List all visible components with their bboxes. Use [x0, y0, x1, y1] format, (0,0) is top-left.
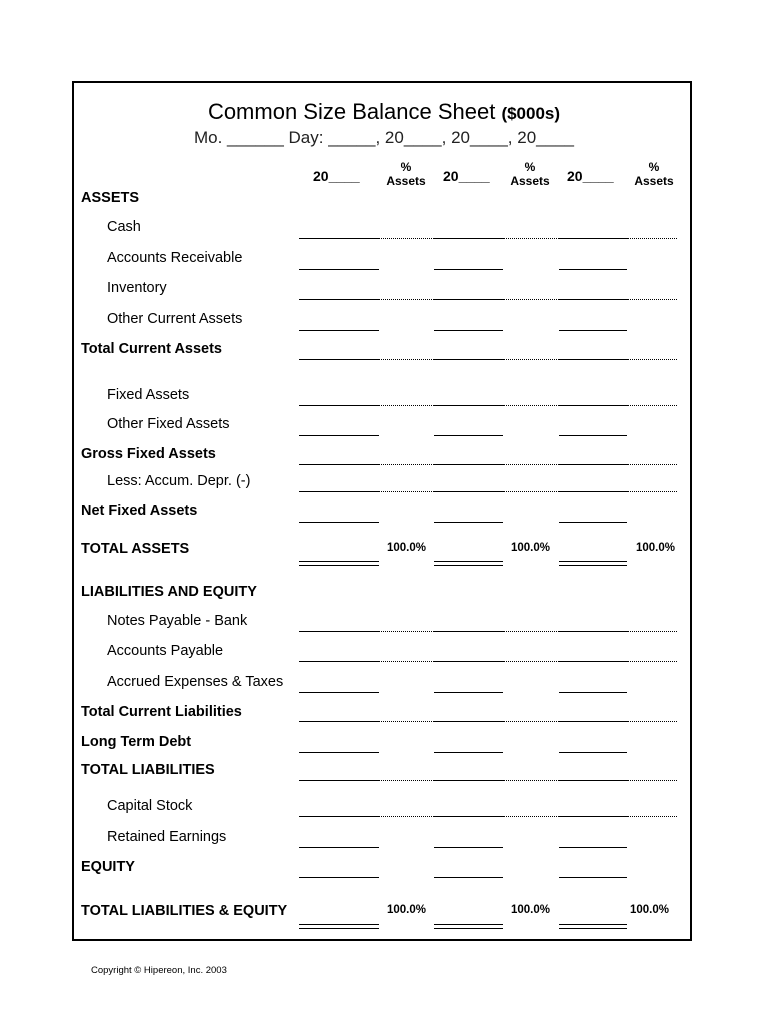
section-assets: ASSETS — [81, 190, 140, 206]
entry-line — [559, 816, 627, 817]
dotted-leader — [503, 491, 559, 492]
entry-line — [434, 464, 503, 465]
dotted-leader — [627, 631, 677, 632]
dotted-leader — [627, 238, 677, 239]
entry-line — [434, 752, 503, 753]
entry-line — [434, 522, 503, 523]
dotted-leader — [503, 721, 559, 722]
entry-line — [299, 269, 379, 270]
entry-line — [559, 299, 627, 300]
dotted-leader — [627, 721, 677, 722]
entry-line — [299, 721, 379, 722]
entry-line — [299, 330, 379, 331]
row-label-fixed-assets: Fixed Assets — [107, 387, 190, 403]
entry-line — [559, 847, 627, 848]
double-total-line — [299, 561, 379, 566]
entry-line — [559, 464, 627, 465]
row-label-accounts-payable: Accounts Payable — [107, 643, 224, 659]
entry-line — [434, 238, 503, 239]
row-label-total-assets: TOTAL ASSETS — [81, 541, 190, 557]
row-label-accounts-receivable: Accounts Receivable — [107, 250, 243, 266]
dotted-leader — [379, 405, 434, 406]
dotted-leader — [627, 405, 677, 406]
entry-line — [299, 238, 379, 239]
row-label-net-fixed-assets: Net Fixed Assets — [81, 503, 198, 519]
row-label-inventory: Inventory — [107, 280, 167, 296]
entry-line — [434, 330, 503, 331]
pct-total-liab-equity-1: 100.0% — [387, 904, 427, 916]
entry-line — [299, 816, 379, 817]
entry-line — [434, 816, 503, 817]
dotted-leader — [503, 238, 559, 239]
pct-label: Assets — [386, 174, 426, 188]
entry-line — [559, 405, 627, 406]
entry-line — [559, 330, 627, 331]
entry-line — [434, 405, 503, 406]
entry-line — [434, 692, 503, 693]
dotted-leader — [379, 780, 434, 781]
title-text: Common Size Balance Sheet — [207, 99, 496, 124]
pct-symbol: % — [648, 160, 660, 174]
row-label-long-term-debt: Long Term Debt — [81, 734, 192, 750]
row-label-notes-payable: Notes Payable - Bank — [107, 613, 248, 629]
pct-total-assets-3: 100.0% — [636, 542, 676, 554]
dotted-leader — [503, 661, 559, 662]
entry-line — [299, 692, 379, 693]
entry-line — [434, 435, 503, 436]
pct-total-liab-equity-3: 100.0% — [630, 904, 670, 916]
dotted-leader — [379, 359, 434, 360]
date-line: Mo. ______ Day: _____, 20____, 20____, 20____ — [194, 128, 574, 147]
entry-line — [559, 522, 627, 523]
row-label-total-liabilities-equity: TOTAL LIABILITIES & EQUITY — [81, 903, 288, 919]
row-label-other-fixed-assets: Other Fixed Assets — [107, 416, 230, 432]
entry-line — [559, 491, 627, 492]
entry-line — [299, 877, 379, 878]
column-pct-1 — [384, 160, 428, 188]
row-label-cash: Cash — [107, 219, 141, 235]
dotted-leader — [379, 464, 434, 465]
section-liabilities-equity: LIABILITIES AND EQUITY — [81, 584, 257, 600]
dotted-leader — [379, 721, 434, 722]
entry-line — [559, 238, 627, 239]
entry-line — [299, 661, 379, 662]
entry-line — [434, 661, 503, 662]
row-label-total-current-liabilities: Total Current Liabilities — [81, 704, 242, 720]
entry-line — [299, 631, 379, 632]
entry-line — [434, 631, 503, 632]
row-label-retained-earnings: Retained Earnings — [107, 829, 227, 845]
entry-line — [559, 269, 627, 270]
row-label-equity: EQUITY — [81, 859, 135, 875]
page-title — [0, 99, 768, 125]
dotted-leader — [503, 816, 559, 817]
dotted-leader — [503, 405, 559, 406]
entry-line — [434, 269, 503, 270]
dotted-leader — [627, 464, 677, 465]
dotted-leader — [627, 816, 677, 817]
dotted-leader — [379, 631, 434, 632]
row-label-accum-depr: Less: Accum. Depr. (-) — [107, 473, 251, 489]
entry-line — [299, 405, 379, 406]
dotted-leader — [379, 816, 434, 817]
pct-total-liab-equity-2: 100.0% — [511, 904, 551, 916]
entry-line — [299, 464, 379, 465]
entry-line — [559, 752, 627, 753]
dotted-leader — [379, 661, 434, 662]
dotted-leader — [627, 661, 677, 662]
pct-symbol: % — [524, 160, 536, 174]
entry-line — [559, 877, 627, 878]
entry-line — [299, 522, 379, 523]
double-total-line — [559, 561, 627, 566]
double-total-line — [434, 561, 503, 566]
entry-line — [559, 435, 627, 436]
entry-line — [434, 847, 503, 848]
dotted-leader — [627, 359, 677, 360]
pct-symbol: % — [400, 160, 412, 174]
row-label-accrued-expenses: Accrued Expenses & Taxes — [107, 674, 284, 690]
entry-line — [299, 435, 379, 436]
dotted-leader — [503, 299, 559, 300]
entry-line — [299, 847, 379, 848]
entry-line — [299, 491, 379, 492]
pct-label: Assets — [510, 174, 550, 188]
entry-line — [299, 299, 379, 300]
dotted-leader — [379, 299, 434, 300]
column-year-2: 20____ — [443, 168, 490, 184]
row-label-gross-fixed-assets: Gross Fixed Assets — [81, 446, 216, 462]
entry-line — [434, 721, 503, 722]
entry-line — [299, 752, 379, 753]
row-label-capital-stock: Capital Stock — [107, 798, 193, 814]
entry-line — [559, 692, 627, 693]
entry-line — [434, 877, 503, 878]
entry-line — [559, 661, 627, 662]
column-pct-3 — [632, 160, 676, 188]
column-year-1: 20____ — [313, 168, 360, 184]
title-unit: ($000s) — [501, 104, 561, 123]
dotted-leader — [503, 464, 559, 465]
dotted-leader — [627, 780, 677, 781]
row-label-total-liabilities: TOTAL LIABILITIES — [81, 762, 215, 778]
double-total-line — [299, 924, 379, 929]
entry-line — [434, 299, 503, 300]
entry-line — [559, 780, 627, 781]
dotted-leader — [503, 631, 559, 632]
dotted-leader — [503, 780, 559, 781]
dotted-leader — [379, 491, 434, 492]
entry-line — [299, 359, 379, 360]
entry-line — [434, 359, 503, 360]
entry-line — [559, 359, 627, 360]
pct-label: Assets — [634, 174, 674, 188]
column-year-3: 20____ — [567, 168, 614, 184]
entry-line — [299, 780, 379, 781]
column-pct-2 — [508, 160, 552, 188]
double-total-line — [559, 924, 627, 929]
entry-line — [559, 721, 627, 722]
dotted-leader — [627, 299, 677, 300]
dotted-leader — [627, 491, 677, 492]
pct-total-assets-2: 100.0% — [511, 542, 551, 554]
entry-line — [434, 780, 503, 781]
row-label-other-current-assets: Other Current Assets — [107, 311, 243, 327]
dotted-leader — [379, 238, 434, 239]
pct-total-assets-1: 100.0% — [387, 542, 427, 554]
entry-line — [559, 631, 627, 632]
copyright-notice: Copyright © Hipereon, Inc. 2003 — [91, 965, 227, 976]
entry-line — [434, 491, 503, 492]
dotted-leader — [503, 359, 559, 360]
row-label-total-current-assets: Total Current Assets — [81, 341, 222, 357]
double-total-line — [434, 924, 503, 929]
